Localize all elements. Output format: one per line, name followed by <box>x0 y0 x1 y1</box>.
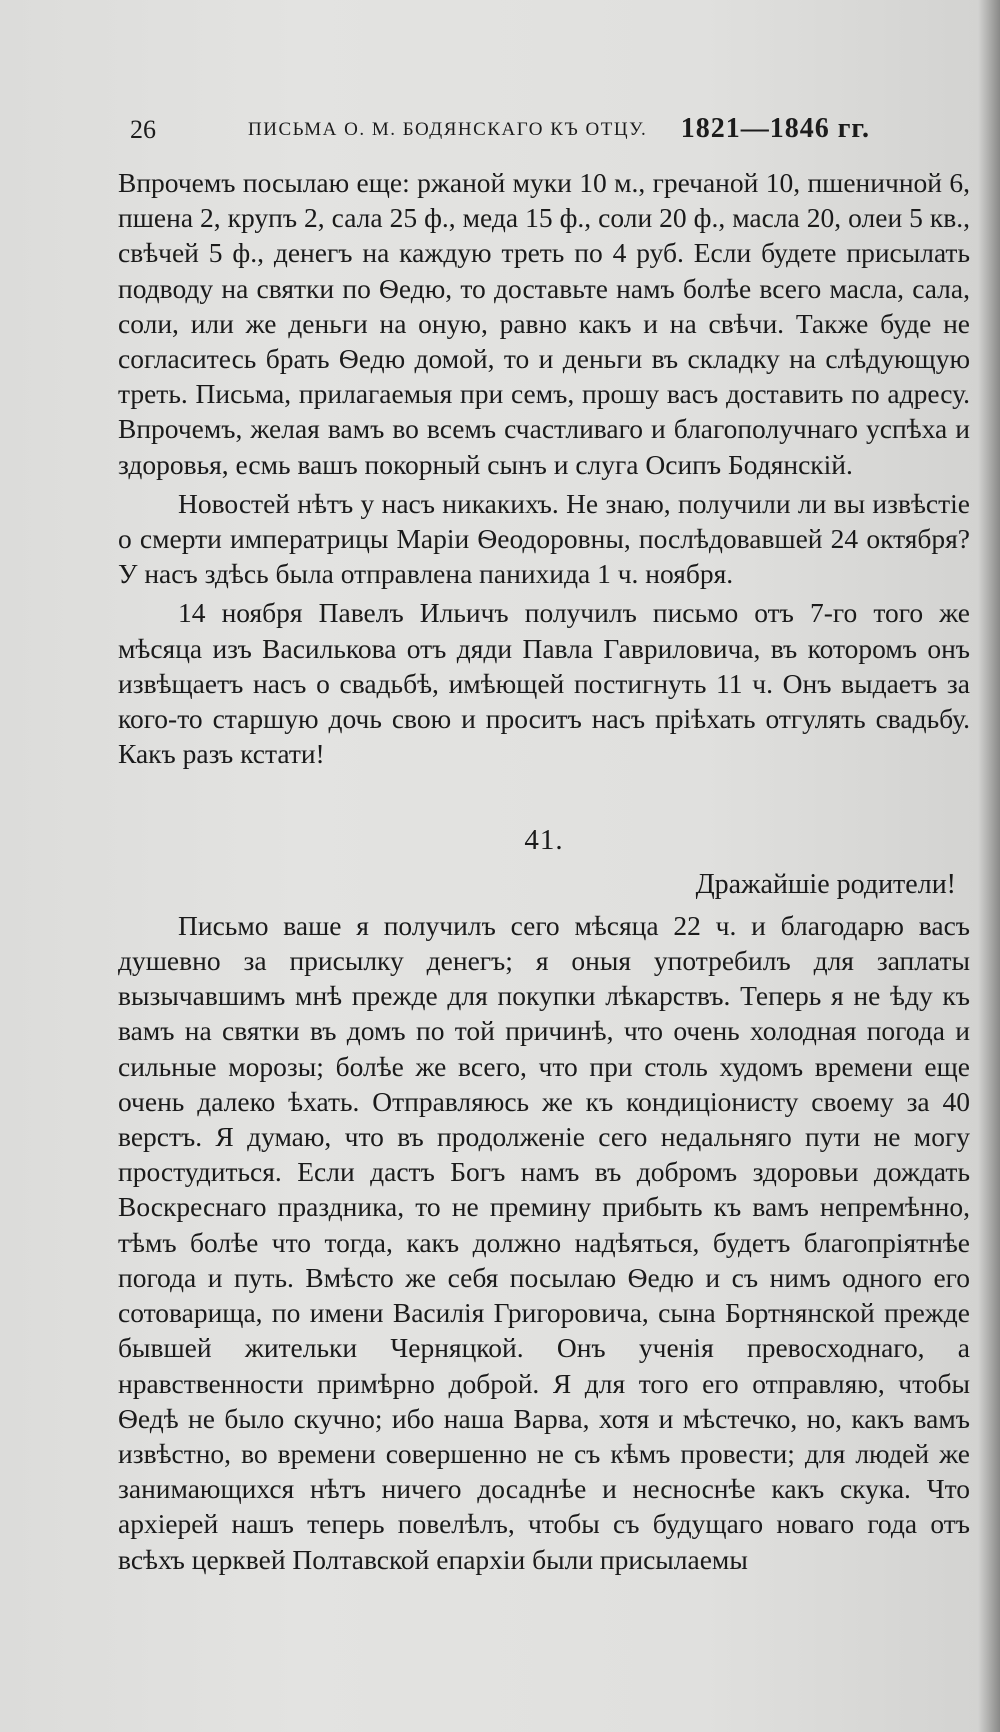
letter-salutation: Дражайшіе родители! <box>695 868 956 900</box>
paragraph-continued: Впрочемъ посылаю еще: ржаной муки 10 м., гречаной 10, пшеничной 6, пшена 2, крупъ 2, сала 25 ф., меда 15 ф., соли 20 ф., масла 20, олеи 5 кв., свѣчей 5 ф., денегъ на каждую треть по 4 руб. Если будете присылать подводу на святки по Ѳедю, то доставьте намъ болѣе всего масла, сала, соли, или же деньги на оную, равно какъ и на свѣчи. Также буде не согласитесь брать Ѳедю домой, то и деньги въ складку на слѣдующую треть. Письма, прилагаемыя при семъ, прошу васъ доставить по адресу. Впрочемъ, желая вамъ во всемъ счастливаго и благополучнаго успѣха и здоровья, есмь вашъ покорный сынъ и слуга Осипъ Бодянскій. <box>118 167 970 480</box>
running-header <box>130 115 870 155</box>
paragraph-news: Новостей нѣтъ у насъ никакихъ. Не знаю, получили ли вы извѣстіе о смерти императрицы Маріи Ѳеодоровны, послѣдовавшей 24 октября? У насъ здѣсь была отправлена панихида 1 ч. ноября. <box>118 487 970 590</box>
running-years: 1821—1846 гг. <box>680 113 870 144</box>
running-title: ПИСЬМА О. М. БОДЯНСКАГО КЪ ОТЦУ. <box>248 119 648 140</box>
page-body <box>118 165 970 1577</box>
letter-number: 41. <box>524 824 564 857</box>
page-number: 26 <box>130 115 156 144</box>
letter-body: Письмо ваше я получилъ сего мѣсяца 22 ч. и благодарю васъ душевно за присылку денегъ; я оныя употребилъ для заплаты вызычавшимъ мнѣ прежде для покупки лѣкарствъ. Теперь я не ѣду къ вамъ на святки въ домъ по той причинѣ, что очень холодная погода и сильные морозы; болѣе же всего, что при столь худомъ времени еще очень далеко ѣхать. Отправляюсь же къ кондиціонисту своему за 40 верстъ. Я думаю, что въ продолженіе сего недальняго пути не могу простудиться. Если дастъ Богъ намъ въ добромъ здоровьи дождать Воскреснаго праздника, то не премину прибыть къ вамъ непремѣнно, тѣмъ болѣе что тогда, какъ должно надѣяться, будетъ благопріятнѣе погода и путь. Вмѣсто же себя посылаю Ѳедю и съ нимъ одного его сотоварища, по имени Василія Григоровича, сына Бортнянской прежде бывшей жительки Черняцкой. Онъ ученія превосходнаго, а нравственности примѣрно доброй. Я для того его отправляю, чтобы Ѳедѣ не было скучно; ибо наша Варва, хотя и мѣстечко, но, какъ вамъ извѣстно, во времени совершенно не съ кѣмъ провести; для людей же занимающихся нѣтъ ничего досаднѣе и несноснѣе какъ скука. Что архіерей нашъ теперь повелѣлъ, чтобы съ будущаго новаго года отъ всѣхъ церквей Полтавской епархіи были присылаемы <box>118 909 970 1575</box>
page-edge-shadow <box>978 0 1000 1732</box>
paragraph-wedding: 14 ноября Павелъ Ильичъ получилъ письмо отъ 7-го того же мѣсяца изъ Василькова отъ дяди Павла Гавриловича, въ которомъ онъ извѣщаетъ насъ о свадьбѣ, имѣющей постигнуть 11 ч. Онъ выдаетъ за кого-то старшую дочь свою и проситъ насъ пріѣхать отгулять свадьбу. Какъ разъ кстати! <box>118 597 970 770</box>
